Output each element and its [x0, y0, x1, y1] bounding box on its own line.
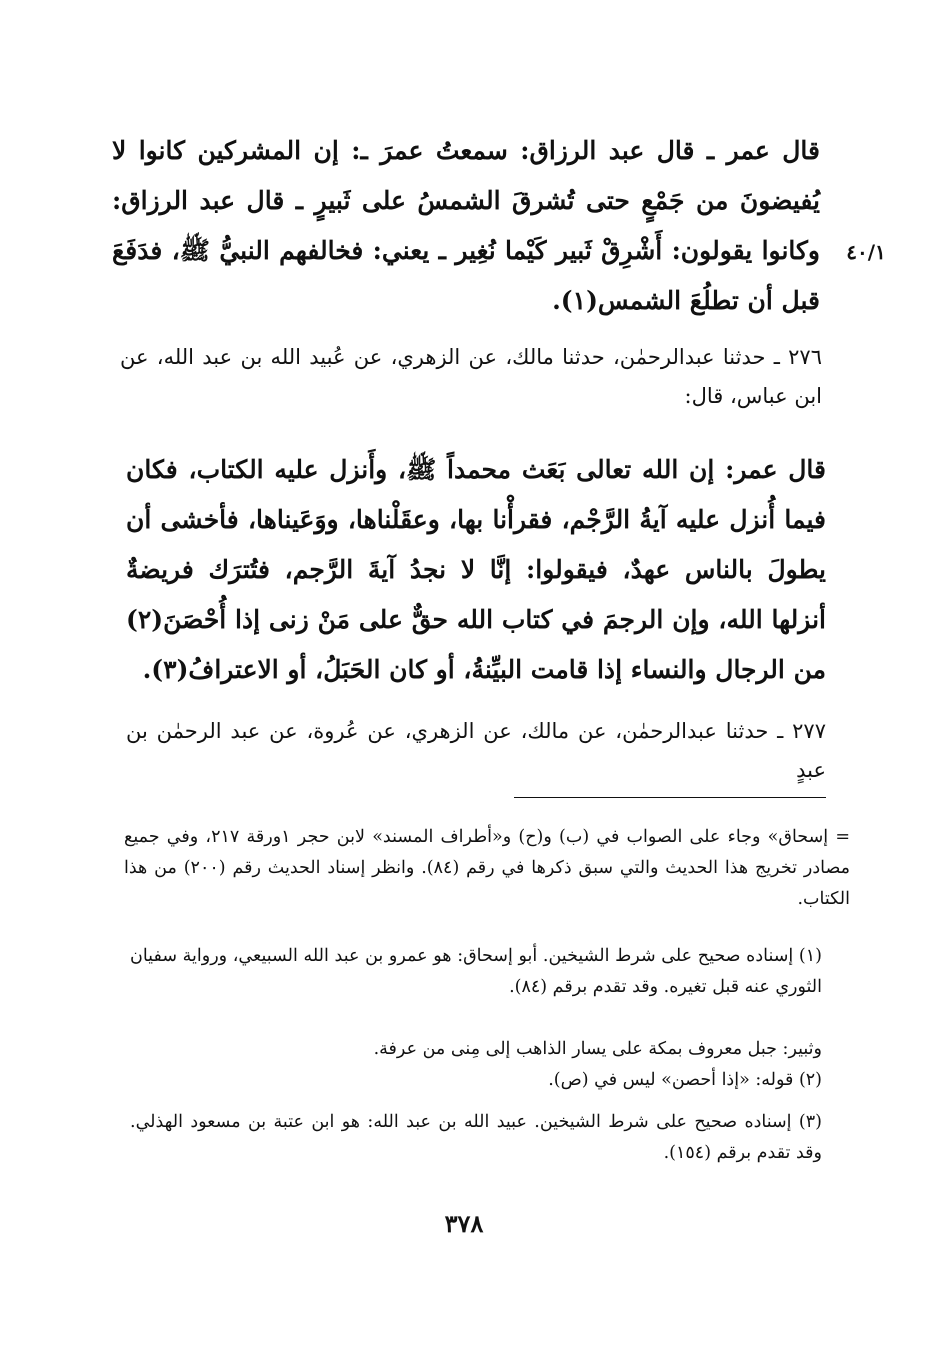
hadith-276-isnad: ٢٧٦ ـ حدثنا عبدالرحمٰن، حدثنا مالك، عن الزهري، عن عُبيد الله بن عبد الله، عن ابن عباس، قال: [120, 345, 822, 408]
hadith-275-continuation: قال عمر ـ قال عبد الرزاق: سمعتُ عمرَ ـ: إن المشركين كانوا لا يُفيضونَ من جَمْعٍ حتى تُشرقَ الشمسُ على ثَبيرٍ ـ قال عبد الرزاق: وكانوا يقولون: أَشْرِقْ ثَبير كَيْما نُغِير ـ يعني: فخالفهم النبيُّ ﷺ، فدَفَعَ قبل أن تطلُعَ الشمس(١). [112, 136, 820, 315]
footnote-1-thabir: وثبير: جبل معروف بمكة على يسار الذاهب إلى مِنى من عرفة. [373, 1039, 822, 1059]
footnote-2: (٢) قوله: «إذا أحصن» ليس في (ص). [548, 1070, 822, 1090]
margin-volume-page-reference: ٤٠/١ [846, 240, 886, 264]
footnote-3: (٣) إسناده صحيح على شرط الشيخين. عبيد الله بن عبد الله: هو ابن عتبة بن مسعود الهذلي. وقد تقدم برقم (١٥٤). [130, 1112, 822, 1163]
footnote-1: (١) إسناده صحيح على شرط الشيخين. أبو إسحاق: هو عمرو بن عبد الله السبيعي، ورواية سفيان الثوري عنه قبل تغيره. وقد تقدم برقم (٨٤). [130, 946, 822, 997]
page-number: ٣٧٨ [444, 1209, 484, 1238]
hadith-276-matn: قال عمر: إن الله تعالى بَعَث محمداً ﷺ، وأَنزل عليه الكتاب، فكان فيما أُنزل عليه آيةُ الرَّجْم، فقرأْنا بها، وعقَلْناها، ووَعَيناها، فأخشى أن يطولَ بالناس عهدٌ، فيقولوا: إنَّا لا نجدُ آيةَ الرَّجم، فتُترَك فريضةٌ أنزلها الله، وإن الرجمَ في كتاب الله حقٌّ على مَنْ زنى إذا أُحْصَنَ(٢) من الرجال والنساء إذا قامت البيِّنةُ، أو كان الحَبَلُ، أو الاعترافُ(٣). [126, 455, 826, 684]
footnote-continuation: = إسحاق» وجاء على الصواب في (ب) و(ح) و«أطراف المسند» لابن حجر ١ورقة ٢١٧، وفي جميع مصادر تخريج هذا الحديث والتي سبق ذكرها في رقم (٨٤). وانظر إسناد الحديث رقم (٢٠٠) من هذا الكتاب. [124, 827, 850, 909]
footnote-separator [514, 797, 826, 798]
hadith-277-isnad: ٢٧٧ ـ حدثنا عبدالرحمٰن، عن مالك، عن الزهري، عن عُروة، عن عبد الرحمٰن بن عبدٍ [126, 719, 826, 782]
